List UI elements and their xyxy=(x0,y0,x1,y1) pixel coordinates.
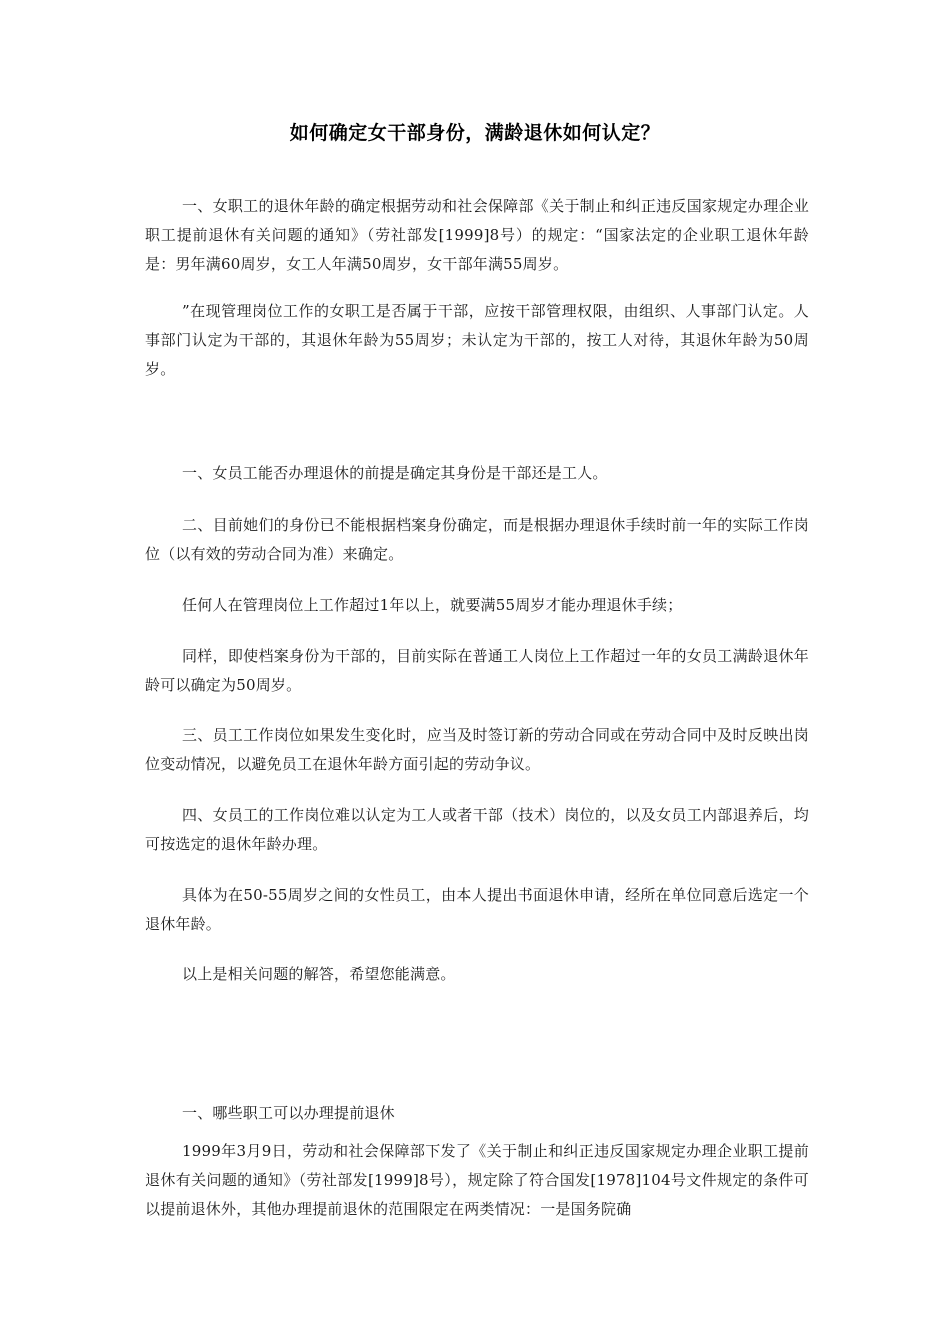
paragraph-age-selection: 具体为在50-55周岁之间的女性员工，由本人提出书面退休申请，经所在单位同意后选定一个退休年龄。 xyxy=(145,886,809,933)
paragraph-management-one-year: 任何人在管理岗位上工作超过1年以上，就要满55周岁才能办理退休手续； xyxy=(182,596,683,614)
paragraph-early-retirement-notice: 1999年3月9日，劳动和社会保障部下发了《关于制止和纠正违反国家规定办理企业职工提前退休有关问题的通知》（劳社部发[1999]8号），规定除了符合国发[1978]104号文件规定的条件可以提前退休外，其他办理提前退休的范围限定在两类情况：一是国务院确 xyxy=(145,1142,809,1218)
paragraph-position-change: 三、员工工作岗位如果发生变化时，应当及时签订新的劳动合同或在劳动合同中及时反映出岗位变动情况，以避免员工在退休年龄方面引起的劳动争议。 xyxy=(145,726,809,773)
paragraph-early-retirement-heading: 一、哪些职工可以办理提前退休 xyxy=(182,1104,395,1122)
document-title: 如何确定女干部身份，满龄退休如何认定？ xyxy=(289,122,661,144)
paragraph-identity-premise: 一、女员工能否办理退休的前提是确定其身份是干部还是工人。 xyxy=(182,464,608,482)
paragraph-unclear-position: 四、女员工的工作岗位难以认定为工人或者干部（技术）岗位的，以及女员工内部退养后，均可按选定的退休年龄办理。 xyxy=(145,806,809,853)
paragraph-cadre-recognition: ”在现管理岗位工作的女职工是否属于干部，应按干部管理权限，由组织、人事部门认定。人事部门认定为干部的，其退休年龄为55周岁；未认定为干部的，按工人对待，其退休年龄为50周岁。 xyxy=(145,302,809,378)
paragraph-actual-position: 二、目前她们的身份已不能根据档案身份确定，而是根据办理退休手续时前一年的实际工作岗位（以有效的劳动合同为准）来确定。 xyxy=(145,516,809,563)
paragraph-retirement-age-rule: 一、女职工的退休年龄的确定根据劳动和社会保障部《关于制止和纠正违反国家规定办理企业职工提前退休有关问题的通知》（劳社部发[1999]8号）的规定：“国家法定的企业职工退休年龄是：男年满60周岁，女工人年满50周岁，女干部年满55周岁。 xyxy=(145,197,809,273)
paragraph-closing: 以上是相关问题的解答，希望您能满意。 xyxy=(182,965,456,983)
paragraph-worker-position: 同样，即使档案身份为干部的，目前实际在普通工人岗位上工作超过一年的女员工满龄退休年龄可以确定为50周岁。 xyxy=(145,647,809,694)
